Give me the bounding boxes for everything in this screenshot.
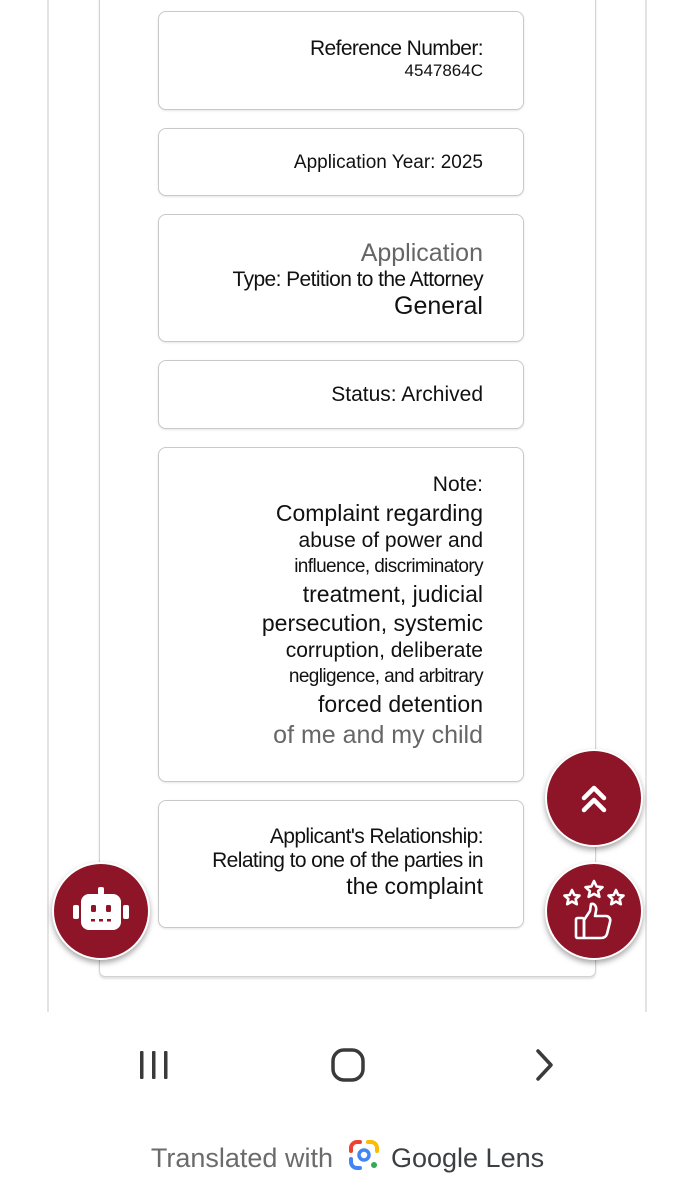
scroll-to-top-button[interactable]	[545, 749, 643, 847]
stars-thumbs-up-icon	[559, 876, 629, 946]
application-type-field	[158, 214, 524, 342]
applicant-relationship-field	[158, 800, 524, 928]
note-line-6: corruption, deliberate	[285, 639, 483, 663]
page-edge-right	[645, 0, 647, 1012]
application-year-text: Application Year: 2025	[293, 152, 483, 173]
back-button[interactable]	[514, 1042, 574, 1088]
note-line-8: forced detention	[318, 690, 483, 717]
double-chevron-up-icon	[576, 780, 612, 816]
note-line-7: negligence, and arbitrary	[288, 666, 483, 688]
application-type-line-1: Application	[360, 239, 483, 267]
status-field	[158, 360, 524, 429]
note-label: Note:	[432, 473, 483, 496]
home-button[interactable]	[318, 1042, 378, 1088]
note-line-2: abuse of power and	[298, 529, 483, 553]
application-year-field	[158, 128, 524, 196]
note-line-9: of me and my child	[273, 721, 483, 749]
reference-number-value: 4547864C	[404, 61, 483, 80]
google-lens-icon	[347, 1138, 381, 1179]
recent-apps-button[interactable]	[124, 1042, 184, 1088]
note-line-1: Complaint regarding	[275, 499, 483, 526]
chatbot-button[interactable]	[52, 862, 150, 960]
note-line-5: persecution, systemic	[261, 609, 483, 636]
google-lens-brand: Google Lens	[390, 1143, 545, 1173]
recent-apps-icon	[137, 1049, 171, 1081]
relationship-label: Applicant's Relationship:	[269, 825, 483, 848]
system-navigation-bar	[0, 1012, 695, 1117]
application-type-line-3: General	[394, 292, 483, 320]
home-icon	[330, 1047, 366, 1083]
translation-footer	[0, 1117, 695, 1200]
rate-service-button[interactable]	[545, 862, 643, 960]
note-line-3: influence, discriminatory	[294, 556, 483, 578]
robot-icon	[71, 885, 131, 937]
page-edge-left	[47, 0, 49, 1012]
note-line-4: treatment, judicial	[302, 580, 483, 607]
translation-prefix: Translated with	[150, 1143, 333, 1173]
status-text: Status: Archived	[331, 383, 483, 406]
relationship-line-3: the complaint	[346, 873, 483, 899]
relationship-line-2: Relating to one of the parties in	[212, 849, 483, 872]
application-type-line-2: Type: Petition to the Attorney	[232, 268, 483, 291]
note-field	[158, 447, 524, 782]
reference-number-label: Reference Number:	[309, 37, 483, 60]
chevron-right-icon	[532, 1047, 556, 1083]
reference-number-field	[158, 11, 524, 110]
